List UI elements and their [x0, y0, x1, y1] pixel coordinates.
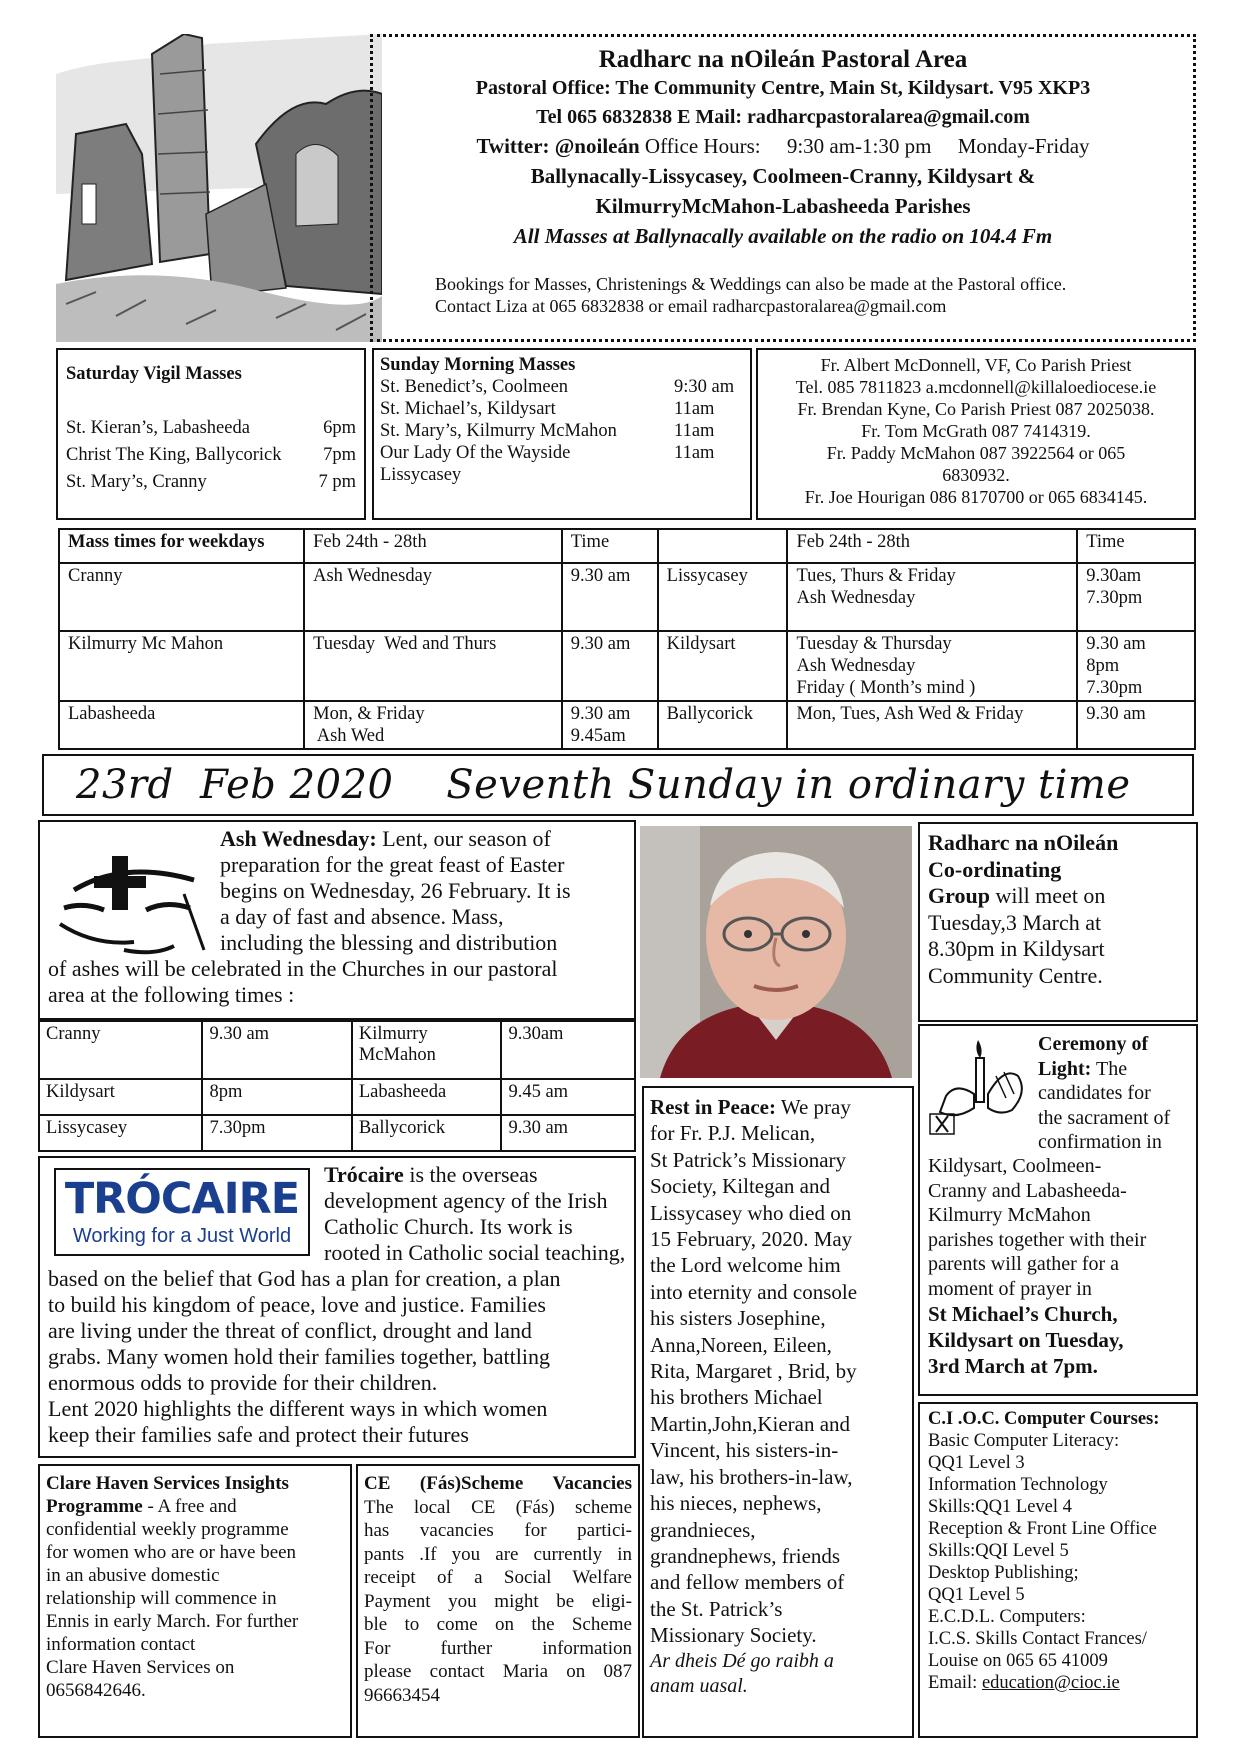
cioc-line: QQ1 Level 5	[928, 1585, 1025, 1605]
days-line: Ash Wednesday	[796, 588, 916, 608]
place-cell: Lissycasey	[658, 563, 788, 631]
cioc-email-label: Email:	[928, 1673, 982, 1693]
ceremony-line: the sacrament of	[1038, 1106, 1171, 1129]
table-row	[39, 1021, 635, 1079]
clare-heading: Programme	[46, 1496, 143, 1517]
ash-heading: Ash Wednesday:	[220, 826, 377, 851]
sunday-time: 11am	[674, 421, 715, 441]
days-cell	[787, 701, 1077, 749]
time-cell	[1077, 701, 1195, 749]
ceremony-line: confirmation in	[1038, 1131, 1162, 1153]
header-box	[370, 34, 1196, 342]
ceremony-line: candidates for	[1038, 1082, 1151, 1104]
days-cell	[787, 631, 1077, 701]
rest-in-peace-box	[642, 1086, 914, 1738]
ce-line: please contact Maria on 087	[364, 1661, 632, 1682]
clare-line: - A free and	[142, 1496, 237, 1517]
trocaire-line: keep their families safe and protect their futures	[48, 1422, 469, 1447]
ash-line: a day of fast and absence. Mass,	[220, 904, 504, 929]
sunday-church: St. Mary’s, Kilmurry McMahon	[380, 421, 617, 441]
ceremony-line: moment of prayer in	[928, 1277, 1092, 1300]
rip-line: Lissycasey who died on	[650, 1200, 852, 1225]
ceremony-heading-line-2	[1038, 1057, 1170, 1082]
time-cell	[1077, 631, 1195, 701]
place-cell: Labasheeda	[59, 701, 304, 749]
place-cell: Kilmurry Mc Mahon	[59, 631, 304, 701]
clare-line: information contact	[46, 1634, 196, 1655]
time-cell	[562, 631, 658, 701]
ceremony-line: Cranny and Labasheeda-	[928, 1179, 1127, 1202]
cioc-line: QQ1 Level 3	[928, 1453, 1025, 1473]
time-line: 7.30pm	[1086, 678, 1143, 698]
time-cell: 8pm	[202, 1079, 351, 1115]
cioc-line: Skills:QQI Level 5	[928, 1541, 1069, 1561]
ceremony-heading: Light:	[1038, 1057, 1092, 1080]
time-line: 9.45am	[570, 726, 626, 746]
church-cell: Cranny	[39, 1021, 202, 1079]
sunday-morning-box	[372, 348, 752, 520]
trocaire-text-top	[324, 1162, 625, 1266]
vigil-church: St. Kieran’s, Labasheeda	[66, 418, 250, 438]
ceremony-line: parishes together with their	[928, 1228, 1147, 1251]
ce-line: receipt of a Social Welfare	[364, 1567, 632, 1588]
cioc-email-link[interactable]: education@cioc.ie	[981, 1673, 1120, 1693]
trocaire-box	[38, 1156, 636, 1458]
sunday-church: St. Benedict’s, Coolmeen	[380, 377, 569, 397]
days-line: Tuesday & Thursday	[796, 634, 952, 654]
time-line: 7.30pm	[1086, 588, 1143, 608]
cioc-courses-box	[918, 1402, 1198, 1738]
sunday-title-banner	[42, 754, 1194, 816]
group-line: will meet on	[989, 883, 1106, 908]
sunday-church: Our Lady Of the Wayside	[380, 443, 571, 463]
ceremony-line: Kildysart, Coolmeen-	[928, 1155, 1102, 1177]
time-cell: 9.30 am	[202, 1021, 351, 1079]
ceremony-text-top	[1038, 1032, 1170, 1155]
time-cell	[1077, 563, 1195, 631]
ceremony-venue: Kildysart on Tuesday,	[928, 1328, 1124, 1352]
clare-line: relationship will commence in	[46, 1588, 277, 1609]
ash-line: including the blessing and distribution	[220, 930, 558, 955]
ce-line: The local CE (Fás) scheme	[364, 1496, 632, 1518]
rip-line: and fellow members of	[650, 1570, 845, 1595]
banner-title: 23rd Feb 2020 Seventh Sunday in ordinary time	[76, 762, 1131, 808]
sunday-time: 11am	[674, 399, 715, 419]
group-line: Community Centre.	[928, 962, 1103, 988]
priest-line: 6830932.	[942, 465, 1010, 485]
time-line: 9.30am	[1086, 566, 1142, 586]
clare-line: Ennis in early March. For further	[46, 1611, 299, 1632]
trocaire-line: are living under the threat of conflict, drought and land	[48, 1318, 532, 1343]
rip-line: grandnieces,	[650, 1517, 756, 1542]
time-cell: 9.30am	[501, 1021, 635, 1079]
priest-line: Tel. 085 7811823 a.mcdonnell@killaloediocese.ie	[795, 377, 1157, 397]
pastoral-office-address: Pastoral Office: The Community Centre, Main St, Kildysart. V95 XKP3	[475, 77, 1091, 99]
twitter-handle: Twitter: @noileán	[476, 134, 640, 158]
time-line: 9.30 am	[570, 634, 631, 654]
time-line: 9.30 am	[1086, 704, 1146, 724]
vigil-row	[66, 442, 356, 469]
sunday-time: 11am	[674, 443, 715, 463]
table-row	[59, 701, 1195, 749]
vigil-row	[66, 469, 356, 496]
cioc-line: Basic Computer Literacy:	[928, 1431, 1120, 1451]
sunday-extra: Lissycasey	[380, 465, 462, 485]
group-heading: Co-ordinating	[928, 856, 1062, 882]
rip-blessing: anam uasal.	[650, 1674, 748, 1697]
clare-line: in an abusive domestic	[46, 1565, 220, 1586]
trocaire-line: Lent 2020 highlights the different ways in which women	[48, 1396, 548, 1421]
priest-line: Fr. Tom McGrath 087 7414319.	[861, 421, 1091, 441]
church-cell: Kilmurry McMahon	[352, 1021, 502, 1079]
trocaire-line: to build his kingdom of peace, love and justice. Families	[48, 1292, 546, 1317]
priest-line: Fr. Joe Hourigan 086 8170700 or 065 6834145.	[804, 487, 1148, 507]
rip-first-line	[650, 1094, 906, 1120]
parishes-line-1: Ballynacally-Lissycasey, Coolmeen-Cranny, Kildysart &	[530, 164, 1036, 188]
days-cell	[304, 563, 562, 631]
rip-line: 15 February, 2020. May	[650, 1227, 853, 1252]
time-cell	[562, 563, 658, 631]
rip-line: law, his brothers-in-law,	[650, 1464, 853, 1489]
church-cell: Kildysart	[39, 1079, 202, 1115]
church-cell: Lissycasey	[39, 1115, 202, 1151]
weekday-mass-table	[58, 528, 1196, 750]
ceremony-venue: St Michael’s Church,	[928, 1302, 1118, 1326]
days-line: Friday ( Month’s mind )	[796, 678, 976, 698]
trocaire-logo-tagline: Working for a Just World	[72, 1225, 292, 1247]
ce-scheme-box	[356, 1464, 640, 1738]
table-header: Time	[562, 529, 658, 563]
time-line: 8pm	[1086, 656, 1120, 676]
vigil-row	[66, 415, 356, 442]
group-heading: Group	[928, 883, 990, 908]
rip-line: Missionary Society.	[650, 1623, 817, 1648]
rip-line: for Fr. P.J. Melican,	[650, 1121, 816, 1146]
ash-line: of ashes will be celebrated in the Churches in our pastoral	[48, 956, 558, 981]
days-line: Ash Wednesday	[796, 656, 916, 676]
ceremony-line: The	[1091, 1057, 1128, 1080]
ash-line: begins on Wednesday, 26 February. It is	[220, 878, 571, 903]
time-line: 9.30 am	[570, 704, 631, 724]
sunday-row	[380, 442, 744, 464]
twitter-hours-line	[383, 132, 1183, 161]
days-cell	[787, 563, 1077, 631]
trocaire-line: enormous odds to provide for their children.	[48, 1370, 438, 1395]
clare-haven-box	[38, 1464, 352, 1738]
vigil-time: 7pm	[323, 445, 356, 465]
ceremony-venue: 3rd March at 7pm.	[928, 1354, 1098, 1378]
vigil-title: Saturday Vigil Masses	[66, 364, 242, 384]
bookings-line: Contact Liza at 065 6832838 or email radharcpastoralarea@gmail.com	[435, 296, 947, 316]
trocaire-logo	[54, 1168, 310, 1256]
trocaire-line: grabs. Many women hold their families together, battling	[48, 1344, 550, 1369]
time-cell	[562, 701, 658, 749]
days-line: Ash Wednesday	[313, 566, 433, 586]
group-line: 8.30pm in Kildysart	[928, 936, 1105, 961]
ash-text-bottom	[48, 956, 558, 1008]
ceremony-text-bottom	[928, 1154, 1146, 1379]
clare-line: confidential weekly programme	[46, 1519, 289, 1540]
ceremony-of-light-box	[918, 1024, 1198, 1396]
rip-blessing: Ar dheis Dé go raibh a	[650, 1649, 834, 1672]
table-header: Time	[1077, 529, 1195, 563]
bookings-line: Bookings for Masses, Christenings & Weddings can also be made at the Pastoral office.	[435, 274, 1067, 294]
sunday-time: 9:30 am	[674, 377, 735, 397]
coordinating-group-box	[918, 822, 1198, 1022]
group-line: Tuesday,3 March at	[928, 909, 1102, 935]
clare-line: 0656842646.	[46, 1680, 146, 1701]
priest-line: Fr. Brendan Kyne, Co Parish Priest 087 2025038.	[797, 399, 1155, 419]
vigil-time: 6pm	[323, 418, 356, 438]
days-cell	[304, 631, 562, 701]
table-header: Feb 24th - 28th	[787, 529, 1077, 563]
rip-heading: Rest in Peace:	[650, 1095, 776, 1119]
trocaire-line: Catholic Church. Its work is	[324, 1214, 573, 1239]
rip-line: the St. Patrick’s	[650, 1596, 783, 1621]
cioc-line: Desktop Publishing;	[928, 1563, 1079, 1583]
ceremony-line: Kilmurry McMahon	[928, 1204, 1091, 1226]
ce-line: ble to come on the Scheme	[364, 1614, 632, 1635]
trocaire-text-bottom	[48, 1266, 561, 1448]
priests-contacts-box	[756, 348, 1196, 520]
trocaire-line: development agency of the Irish	[324, 1188, 608, 1213]
priest-line: Fr. Albert McDonnell, VF, Co Parish Priest	[820, 355, 1132, 375]
days-line: Mon, & Friday	[313, 704, 425, 724]
vigil-church: Christ The King, Ballycorick	[66, 445, 282, 465]
ce-line: Payment you might be eligi-	[364, 1590, 632, 1612]
trocaire-logo-name: TRÓCAIRE	[64, 1174, 300, 1224]
cioc-line: Louise on 065 65 41009	[928, 1651, 1108, 1671]
ash-line: preparation for the great feast of Easter	[220, 852, 565, 877]
office-hours: Office Hours: 9:30 am-1:30 pm Monday-Friday	[639, 134, 1090, 158]
ash-wednesday-box	[38, 820, 636, 1020]
days-line: Mon, Tues, Ash Wed & Friday	[796, 704, 1024, 724]
rip-line: St Patrick’s Missionary	[650, 1147, 847, 1172]
clare-line: for women who are or have been	[46, 1542, 297, 1563]
rip-line: his sisters Josephine,	[650, 1306, 826, 1331]
table-row	[39, 1115, 635, 1151]
church-cell: Ballycorick	[352, 1115, 502, 1151]
ce-line: For further information	[364, 1637, 632, 1659]
trocaire-line: is the overseas	[403, 1162, 538, 1187]
radio-notice: All Masses at Ballynacally available on the radio on 104.4 Fm	[513, 224, 1053, 248]
table-row	[59, 631, 1195, 701]
ce-heading: CE (Fás)Scheme Vacancies	[364, 1473, 632, 1494]
rip-line: into eternity and console	[650, 1279, 858, 1304]
trocaire-first-line	[324, 1162, 625, 1188]
table-header: Feb 24th - 28th	[304, 529, 562, 563]
priest-photo	[640, 826, 912, 1078]
sunday-title: Sunday Morning Masses	[380, 355, 576, 375]
days-line: Tues, Thurs & Friday	[796, 566, 956, 586]
contact-line: Tel 065 6832838 E Mail: radharcpastoralarea@gmail.com	[536, 106, 1030, 128]
bookings-note	[383, 273, 1183, 317]
cioc-line: E.C.D.L. Computers:	[928, 1607, 1086, 1627]
time-cell: 9.45 am	[501, 1079, 635, 1115]
ash-line: area at the following times :	[48, 982, 295, 1007]
rip-line: We pray	[775, 1095, 851, 1119]
time-line: 9.30 am	[570, 566, 631, 586]
table-header-row	[59, 529, 1195, 563]
table-header: Mass times for weekdays	[59, 529, 304, 563]
cioc-email-line	[928, 1672, 1188, 1694]
days-line: Tuesday Wed and Thurs	[313, 634, 497, 654]
parishes-line-2: KilmurryMcMahon-Labasheeda Parishes	[595, 194, 971, 218]
sunday-row	[380, 398, 744, 420]
ceremony-line: parents will gather for a	[928, 1253, 1120, 1275]
clare-heading: Clare Haven Services Insights	[46, 1473, 289, 1494]
trocaire-line: rooted in Catholic social teaching,	[324, 1240, 626, 1265]
place-cell: Kildysart	[658, 631, 788, 701]
trocaire-heading: Trócaire	[324, 1162, 404, 1187]
ash-cross-face-icon	[54, 850, 208, 960]
cioc-line: Information Technology	[928, 1475, 1108, 1495]
ash-text-top	[220, 826, 630, 956]
place-cell: Cranny	[59, 563, 304, 631]
pastoral-area-title: Radharc na nOileán Pastoral Area	[598, 46, 968, 73]
rip-line: Martin,John,Kieran and	[650, 1411, 851, 1436]
ceremony-heading: Ceremony of	[1038, 1033, 1149, 1055]
sunday-row	[380, 420, 744, 442]
group-heading: Radharc na nOileán	[928, 830, 1119, 855]
cioc-line: I.C.S. Skills Contact Frances/	[928, 1629, 1147, 1649]
sunday-church: St. Michael’s, Kildysart	[380, 399, 556, 419]
ce-line: 96663454	[364, 1684, 440, 1706]
table-row	[39, 1079, 635, 1115]
ash-first-line	[220, 826, 630, 852]
rip-line: the Lord welcome him	[650, 1253, 841, 1278]
rip-line: his nieces, nephews,	[650, 1491, 822, 1516]
rip-line: grandnephews, friends	[650, 1543, 841, 1568]
cioc-line: Reception & Front Line Office	[928, 1519, 1157, 1539]
group-heading-line-3	[928, 883, 1188, 910]
days-cell	[304, 701, 562, 749]
table-header	[658, 529, 788, 563]
ce-line: has vacancies for partici-	[364, 1520, 632, 1541]
days-line: Ash Wed	[313, 726, 385, 746]
clare-heading-line-2	[46, 1495, 344, 1518]
time-cell: 7.30pm	[202, 1115, 351, 1151]
priest-line: Fr. Paddy McMahon 087 3922564 or 065	[826, 443, 1126, 463]
vigil-church: St. Mary’s, Cranny	[66, 472, 207, 492]
ash-wednesday-times-table	[38, 1020, 636, 1152]
church-illustration	[56, 34, 382, 342]
ce-line: pants .If you are currently in	[364, 1543, 632, 1565]
time-cell: 9.30 am	[501, 1115, 635, 1151]
rip-line: Anna,Noreen, Eileen,	[650, 1332, 832, 1357]
place-cell: Ballycorick	[658, 701, 788, 749]
cioc-heading: C.I .O.C. Computer Courses:	[928, 1409, 1160, 1429]
rip-line: Vincent, his sisters-in-	[650, 1438, 839, 1463]
saturday-vigil-box	[56, 348, 366, 520]
rip-line: Rita, Margaret , Brid, by	[650, 1359, 857, 1384]
candle-hands-icon	[926, 1036, 1036, 1138]
rip-line: his brothers Michael	[650, 1385, 823, 1410]
rip-line: Society, Kiltegan and	[650, 1174, 831, 1199]
ash-line: Lent, our season of	[376, 826, 551, 851]
vigil-time: 7 pm	[318, 472, 356, 492]
table-row	[59, 563, 1195, 631]
sunday-row	[380, 376, 744, 398]
clare-line: Clare Haven Services on	[46, 1657, 235, 1678]
trocaire-line: based on the belief that God has a plan for creation, a plan	[48, 1266, 561, 1291]
time-line: 9.30 am	[1086, 634, 1146, 654]
church-cell: Labasheeda	[352, 1079, 502, 1115]
cioc-line: Skills:QQ1 Level 4	[928, 1497, 1072, 1517]
